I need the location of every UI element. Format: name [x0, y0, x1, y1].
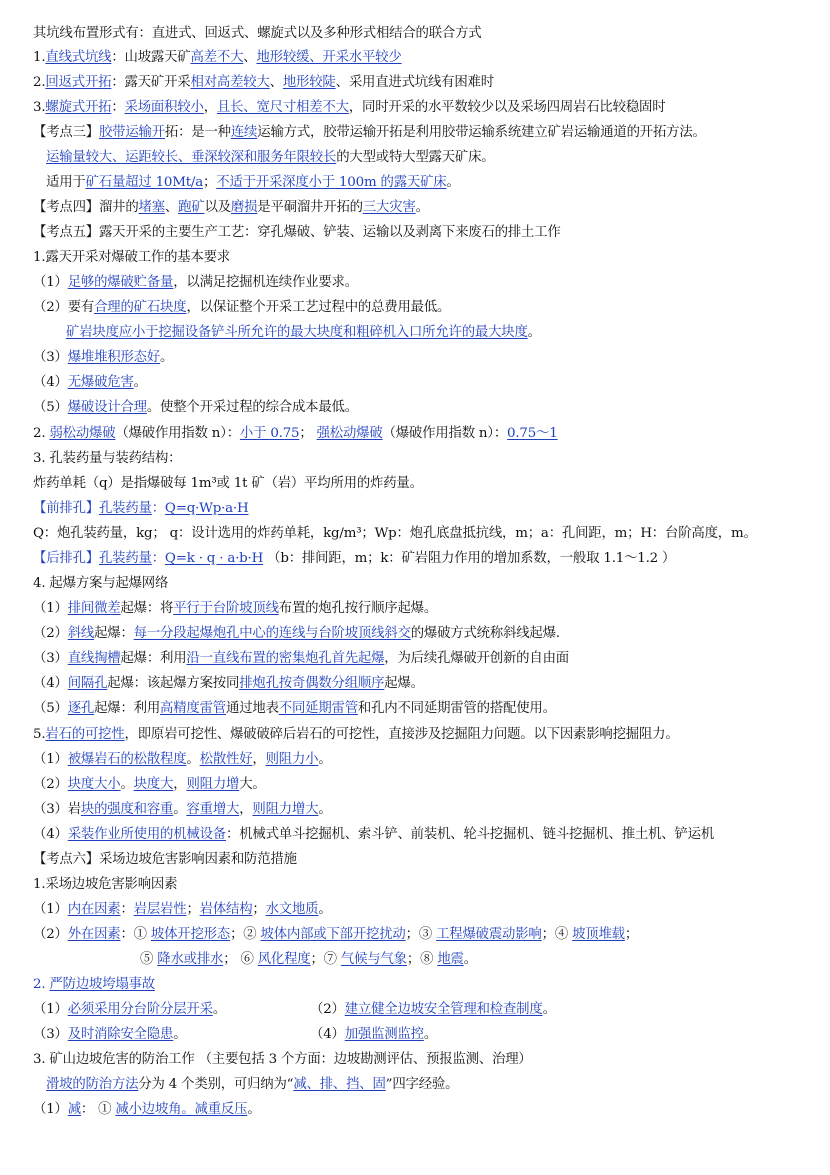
text-segment: 大。 — [239, 777, 266, 792]
text-line — [33, 824, 714, 846]
text-line — [46, 172, 460, 194]
highlighted-term: 严防边坡垮塌事故 — [49, 977, 155, 992]
text-segment: （5） — [33, 701, 68, 716]
text-line — [33, 974, 155, 996]
highlighted-term: 相对高差较大 — [190, 75, 270, 90]
text-segment: 起爆：该起爆方案按同 — [107, 676, 240, 691]
highlighted-term: 块的强度和容重 — [80, 802, 174, 817]
text-segment: 起爆： — [94, 626, 134, 641]
text-segment: ；⑧ — [406, 952, 438, 967]
text-segment: （b：排间距，m；k：矿岩阻力作用的增加系数，一般取 1.1～1.2 ） — [263, 551, 676, 566]
text-segment: 拓：是一种 — [164, 125, 231, 140]
highlighted-term: 加强监测监控 — [344, 1027, 424, 1042]
text-line — [33, 698, 556, 720]
text-line — [33, 874, 177, 896]
text-segment: 【后排孔】 — [33, 551, 99, 566]
text-line — [310, 1024, 437, 1046]
highlighted-term: 爆堆堆积形态好 — [67, 350, 161, 365]
text-line — [33, 372, 147, 394]
text-segment: ，即原岩可挖性、爆破破碎后岩石的可挖性，直接涉及挖掘阻力问题。以下因素影响挖掘阻力。 — [124, 727, 679, 742]
text-segment: 。使整个开采过程的综合成本最低。 — [146, 400, 358, 415]
text-line — [33, 23, 481, 45]
highlighted-term: 平行于台阶坡顶线 — [173, 601, 279, 616]
highlighted-term: 孔装药量 — [98, 501, 152, 516]
text-segment: 。 — [120, 777, 134, 792]
text-segment: 。 — [415, 200, 429, 215]
text-segment: 。 — [247, 1102, 261, 1117]
text-segment: 【考点三】 — [33, 125, 99, 140]
text-segment: 【考点六】采场边坡危害影响因素和防范措施 — [33, 852, 297, 867]
text-segment: 1. — [33, 50, 46, 65]
text-segment: ”四字经验。 — [385, 1077, 459, 1092]
highlighted-term: 且长、宽尺寸相差不大 — [216, 100, 349, 115]
text-segment: ； — [186, 902, 200, 917]
text-segment: ：机械式单斗挖掘机、索斗铲、前装机、轮斗挖掘机、链斗挖掘机、推土机、铲运机 — [226, 827, 715, 842]
text-segment: （1） — [33, 1002, 68, 1017]
text-segment: 运输方式，胶带运输开拓是利用胶带运输系统建立矿岩运输通道的开拓方法。 — [257, 125, 706, 140]
text-segment: 其坑线布置形式有：直进式、回返式、螺旋式以及多种形式相结合的联合方式 — [33, 26, 482, 41]
text-line — [33, 272, 358, 294]
text-segment: ⑤ — [140, 952, 158, 967]
text-segment: ， — [173, 777, 187, 792]
text-segment: 起爆：利用 — [94, 701, 161, 716]
highlighted-term: 坡顶堆载 — [572, 927, 625, 942]
text-line — [33, 247, 230, 269]
highlighted-term: 小于 0.75 — [239, 426, 300, 441]
text-segment: （爆破作用指数 n）： — [382, 426, 508, 441]
text-line — [33, 197, 429, 219]
text-segment: ：① — [120, 927, 151, 942]
highlighted-term: 则阻力增大 — [252, 802, 319, 817]
text-line — [33, 347, 173, 369]
highlighted-term: 强松动爆破 — [316, 426, 383, 441]
text-line — [33, 648, 569, 670]
text-line — [33, 1099, 261, 1121]
text-line — [33, 122, 706, 144]
highlighted-term: 滑坡的防治方法 — [46, 1077, 139, 1092]
text-segment: 。 — [173, 1027, 187, 1042]
highlighted-term: 则阻力小 — [265, 752, 319, 767]
text-segment: ：山坡露天矿 — [111, 50, 191, 65]
text-segment: （2） — [33, 626, 68, 641]
text-segment: 是平硐溜井开拓的 — [257, 200, 363, 215]
highlighted-term: 被爆岩石的松散程度 — [67, 752, 187, 767]
highlighted-term: 及时消除安全隐患 — [67, 1027, 174, 1042]
text-segment: 通过地表 — [226, 701, 279, 716]
text-segment: 以及 — [204, 200, 231, 215]
highlighted-term: 减小边坡角。减重反压 — [115, 1102, 248, 1117]
highlighted-term: 连续 — [230, 125, 258, 140]
highlighted-term: 三大灾害 — [362, 200, 416, 215]
highlighted-term: 胶带运输开 — [98, 125, 165, 140]
text-line — [33, 97, 665, 119]
text-segment: （3） — [33, 1027, 68, 1042]
text-line — [33, 924, 638, 946]
text-segment: ；④ — [541, 927, 573, 942]
text-segment: （1） — [33, 902, 68, 917]
text-segment: ；⑦ — [310, 952, 341, 967]
text-segment: 。 — [542, 1002, 556, 1017]
text-segment: 1.采场边坡危害影响因素 — [33, 877, 178, 892]
highlighted-term: 每一分段起爆炮孔中心的连线与台阶坡顶线斜交 — [133, 626, 411, 641]
text-segment: ： ① — [80, 1102, 116, 1117]
highlighted-term: 爆破设计合理 — [67, 400, 147, 415]
text-segment: 、采用直进式坑线有困难时 — [335, 75, 494, 90]
text-line — [33, 47, 402, 69]
text-segment: 和孔内不同延期雷管的搭配使用。 — [357, 701, 556, 716]
text-segment: 5. — [33, 727, 46, 742]
highlighted-term: Q=q·Wp·a·H — [164, 501, 249, 516]
highlighted-term: 内在因素 — [67, 902, 121, 917]
highlighted-term: 建立健全边坡安全管理和检查制度 — [344, 1002, 543, 1017]
highlighted-term: 地形较缓、开采水平较少 — [256, 50, 402, 65]
text-line — [33, 749, 332, 771]
text-line — [33, 573, 168, 595]
highlighted-term: 斜线 — [67, 626, 95, 641]
text-line — [66, 322, 541, 344]
text-segment: ）是指爆破每 1m³或 1t 矿（岩）平均所用的炸药量。 — [107, 476, 423, 491]
highlighted-term: 堵塞 — [138, 200, 165, 215]
highlighted-term: 块度大 — [133, 777, 174, 792]
text-segment: ，以满足挖掘机连续作业要求。 — [173, 275, 358, 290]
text-segment: ， — [252, 752, 266, 767]
text-segment: 。 — [423, 1027, 438, 1042]
text-segment: 。 — [463, 952, 477, 967]
highlighted-term: 地形较陡 — [282, 75, 336, 90]
text-segment: 、 — [243, 50, 257, 65]
text-segment: ；② — [230, 927, 261, 942]
text-line — [310, 999, 556, 1021]
highlighted-term: 磨损 — [230, 200, 258, 215]
highlighted-term: 则阻力增 — [186, 777, 240, 792]
text-segment: 【考点五】露天开采的主要生产工艺：穿孔爆破、铲装、运输以及剥离下来废石的排土工作 — [33, 225, 561, 240]
highlighted-term: 不适于开采深度小于 100m 的露天矿床 — [216, 175, 447, 190]
text-segment: 。 — [318, 802, 332, 817]
text-line — [33, 999, 226, 1021]
text-line — [33, 548, 675, 570]
highlighted-term: 水文地质 — [265, 902, 319, 917]
highlighted-term: 跑矿 — [178, 200, 205, 215]
text-segment: （2） — [33, 777, 68, 792]
text-segment: 适用于 — [46, 175, 86, 190]
text-segment: 。 — [133, 375, 147, 390]
highlighted-term: 块度大小 — [67, 777, 121, 792]
text-segment: 的大型或特大型露天矿床。 — [336, 150, 495, 165]
highlighted-term: 必须采用分台阶分层开采 — [67, 1002, 213, 1017]
text-segment: （2） — [33, 927, 68, 942]
highlighted-term: 岩石的可挖性 — [45, 727, 125, 742]
text-segment: （2）要有 — [33, 300, 95, 315]
text-segment: ；③ — [405, 927, 437, 942]
highlighted-term: 螺旋式开拓 — [45, 100, 112, 115]
text-line — [33, 473, 423, 495]
text-line — [33, 849, 297, 871]
text-segment: 1.露天开采对爆破工作的基本要求 — [33, 250, 231, 265]
highlighted-term: 合理的矿石块度 — [94, 300, 187, 315]
text-line — [46, 1074, 458, 1096]
text-segment: （4） — [33, 676, 68, 691]
text-segment: ：露天矿开采 — [111, 75, 191, 90]
highlighted-term: 采场面积较小 — [124, 100, 204, 115]
text-segment: ； — [624, 927, 639, 942]
text-line — [33, 673, 424, 695]
text-segment: （2） — [310, 1002, 345, 1017]
highlighted-term: 减 — [67, 1102, 81, 1117]
text-segment: 【考点四】溜井的 — [33, 200, 139, 215]
highlighted-term: 排间微差 — [67, 601, 121, 616]
highlighted-term: 外在因素 — [67, 927, 121, 942]
text-segment: ： — [151, 551, 165, 566]
text-line — [33, 899, 332, 921]
text-line — [33, 498, 248, 520]
text-segment: ； — [299, 426, 317, 441]
text-segment: （4） — [33, 827, 68, 842]
text-line — [33, 623, 560, 645]
highlighted-term: 孔装药量 — [98, 551, 152, 566]
highlighted-term: 沿一直线布置的密集炮孔首先起爆 — [186, 651, 385, 666]
text-segment: 2. — [33, 426, 50, 441]
text-line — [33, 1024, 186, 1046]
highlighted-term: 降水或排水 — [157, 952, 224, 967]
text-segment: 。 — [527, 325, 541, 340]
text-segment: （1） — [33, 752, 68, 767]
highlighted-term: 矿岩块度应小于挖掘设备铲斗所允许的最大块度和粗碎机入口所允许的最大块度 — [66, 325, 528, 340]
text-segment: （3） — [33, 350, 68, 365]
text-segment: 4. 起爆方案与起爆网络 — [33, 576, 169, 591]
text-line — [33, 1049, 532, 1071]
text-segment: 2. — [33, 977, 50, 992]
highlighted-term: 高差不大 — [190, 50, 244, 65]
text-segment: 3. 矿山边坡危害的防治工作 （主要包括 3 个方面：边坡勘测评估、预报监测、治理） — [33, 1052, 532, 1067]
text-segment: （1） — [33, 1102, 68, 1117]
highlighted-term: 气候与气象 — [340, 952, 407, 967]
highlighted-term: 减、排、挡、固 — [293, 1077, 386, 1092]
text-segment: 起爆：利用 — [120, 651, 187, 666]
text-segment: 起爆。 — [384, 676, 424, 691]
text-segment: （1） — [33, 601, 68, 616]
text-line — [33, 799, 332, 821]
text-line — [33, 222, 561, 244]
text-segment: ； — [252, 902, 266, 917]
text-segment: q — [98, 476, 108, 491]
text-line — [140, 949, 477, 971]
text-segment: 的爆破方式统称斜线起爆. — [410, 626, 560, 641]
text-segment: ： — [111, 100, 125, 115]
text-segment: 分为 4 个类别，可归纳为“ — [138, 1077, 294, 1092]
text-segment: ，为后续孔爆破开创新的自由面 — [384, 651, 569, 666]
highlighted-term: 运输量较大、运距较长、垂深较深和服务年限较长 — [46, 150, 337, 165]
highlighted-term: 地震 — [437, 952, 464, 967]
text-segment: 。 — [173, 802, 187, 817]
text-segment: （4） — [33, 375, 68, 390]
text-line — [33, 72, 494, 94]
text-segment: （3）岩 — [33, 802, 81, 817]
text-segment: ； ⑥ — [223, 952, 258, 967]
text-segment: （3） — [33, 651, 68, 666]
text-segment: ， — [203, 100, 217, 115]
text-segment: ： — [120, 902, 134, 917]
text-line — [33, 724, 679, 746]
highlighted-term: 无爆破危害 — [67, 375, 134, 390]
text-line — [33, 397, 358, 419]
text-line — [33, 774, 266, 796]
text-segment: （4） — [310, 1027, 345, 1042]
text-segment: 布置的炮孔按行顺序起爆。 — [278, 601, 438, 616]
text-segment: 、 — [269, 75, 283, 90]
text-segment: 3. — [33, 100, 46, 115]
text-segment: ，以保证整个开采工艺过程中的总费用最低。 — [186, 300, 451, 315]
text-line — [46, 147, 495, 169]
text-segment: 。 — [186, 752, 200, 767]
highlighted-term: 逐孔 — [67, 701, 95, 716]
text-segment: 。 — [318, 752, 332, 767]
highlighted-term: 松散性好 — [199, 752, 253, 767]
text-segment: 2. — [33, 75, 46, 90]
highlighted-term: 直线掏槽 — [67, 651, 121, 666]
text-segment: ，同时开采的水平数较少以及采场四周岩石比较稳固时 — [348, 100, 666, 115]
text-line — [33, 598, 437, 620]
text-line — [33, 423, 558, 445]
highlighted-term: 间隔孔 — [67, 676, 108, 691]
highlighted-term: 回返式开拓 — [45, 75, 112, 90]
highlighted-term: 高精度雷管 — [160, 701, 226, 716]
highlighted-term: 不同延期雷管 — [278, 701, 358, 716]
text-segment: 、 — [164, 200, 179, 215]
highlighted-term: 坡体内部或下部开挖扰动 — [260, 927, 406, 942]
highlighted-term: 直线式坑线 — [45, 50, 112, 65]
highlighted-term: 采装作业所使用的机械设备 — [67, 827, 226, 842]
text-line — [33, 523, 757, 545]
highlighted-term: 风化程度 — [257, 952, 311, 967]
highlighted-term: 矿石量超过 10Mt/a — [85, 175, 204, 190]
highlighted-term: 足够的爆破贮备量 — [67, 275, 174, 290]
highlighted-term: 岩体结构 — [199, 902, 253, 917]
text-segment: 。 — [212, 1002, 227, 1017]
highlighted-term: 排炮孔按奇偶数分组顺序 — [239, 676, 385, 691]
highlighted-term: 工程爆破震动影响 — [436, 927, 542, 942]
text-segment: ： — [151, 501, 165, 516]
text-segment: Q：炮孔装药量，kg； q：设计选用的炸药单耗，kg/m³；Wp：炮孔底盘抵抗线，m；a：孔间距，m；H：台阶高度，m。 — [33, 526, 757, 541]
text-segment: ， — [239, 802, 253, 817]
text-segment: 。 — [446, 175, 460, 190]
text-line — [33, 297, 450, 319]
highlighted-term: 弱松动爆破 — [49, 426, 116, 441]
text-segment: （1） — [33, 275, 68, 290]
highlighted-term: 容重增大 — [186, 802, 240, 817]
highlighted-term: 坡体开挖形态 — [150, 927, 231, 942]
text-segment: 起爆：将 — [120, 601, 174, 616]
text-segment: ； — [203, 175, 217, 190]
highlighted-term: 0.75～1 — [507, 426, 558, 441]
highlighted-term: Q=k · q · a·b·H — [164, 551, 264, 566]
text-segment: （5） — [33, 400, 68, 415]
text-segment: 炸药单耗（ — [33, 476, 99, 491]
text-segment: 【前排孔】 — [33, 501, 99, 516]
text-segment: 。 — [160, 350, 174, 365]
highlighted-term: 岩层岩性 — [133, 902, 187, 917]
text-segment: 3. 孔装药量与装药结构： — [33, 451, 182, 466]
text-segment: （爆破作用指数 n）： — [115, 426, 240, 441]
text-line — [33, 448, 181, 470]
text-segment: 。 — [318, 902, 332, 917]
